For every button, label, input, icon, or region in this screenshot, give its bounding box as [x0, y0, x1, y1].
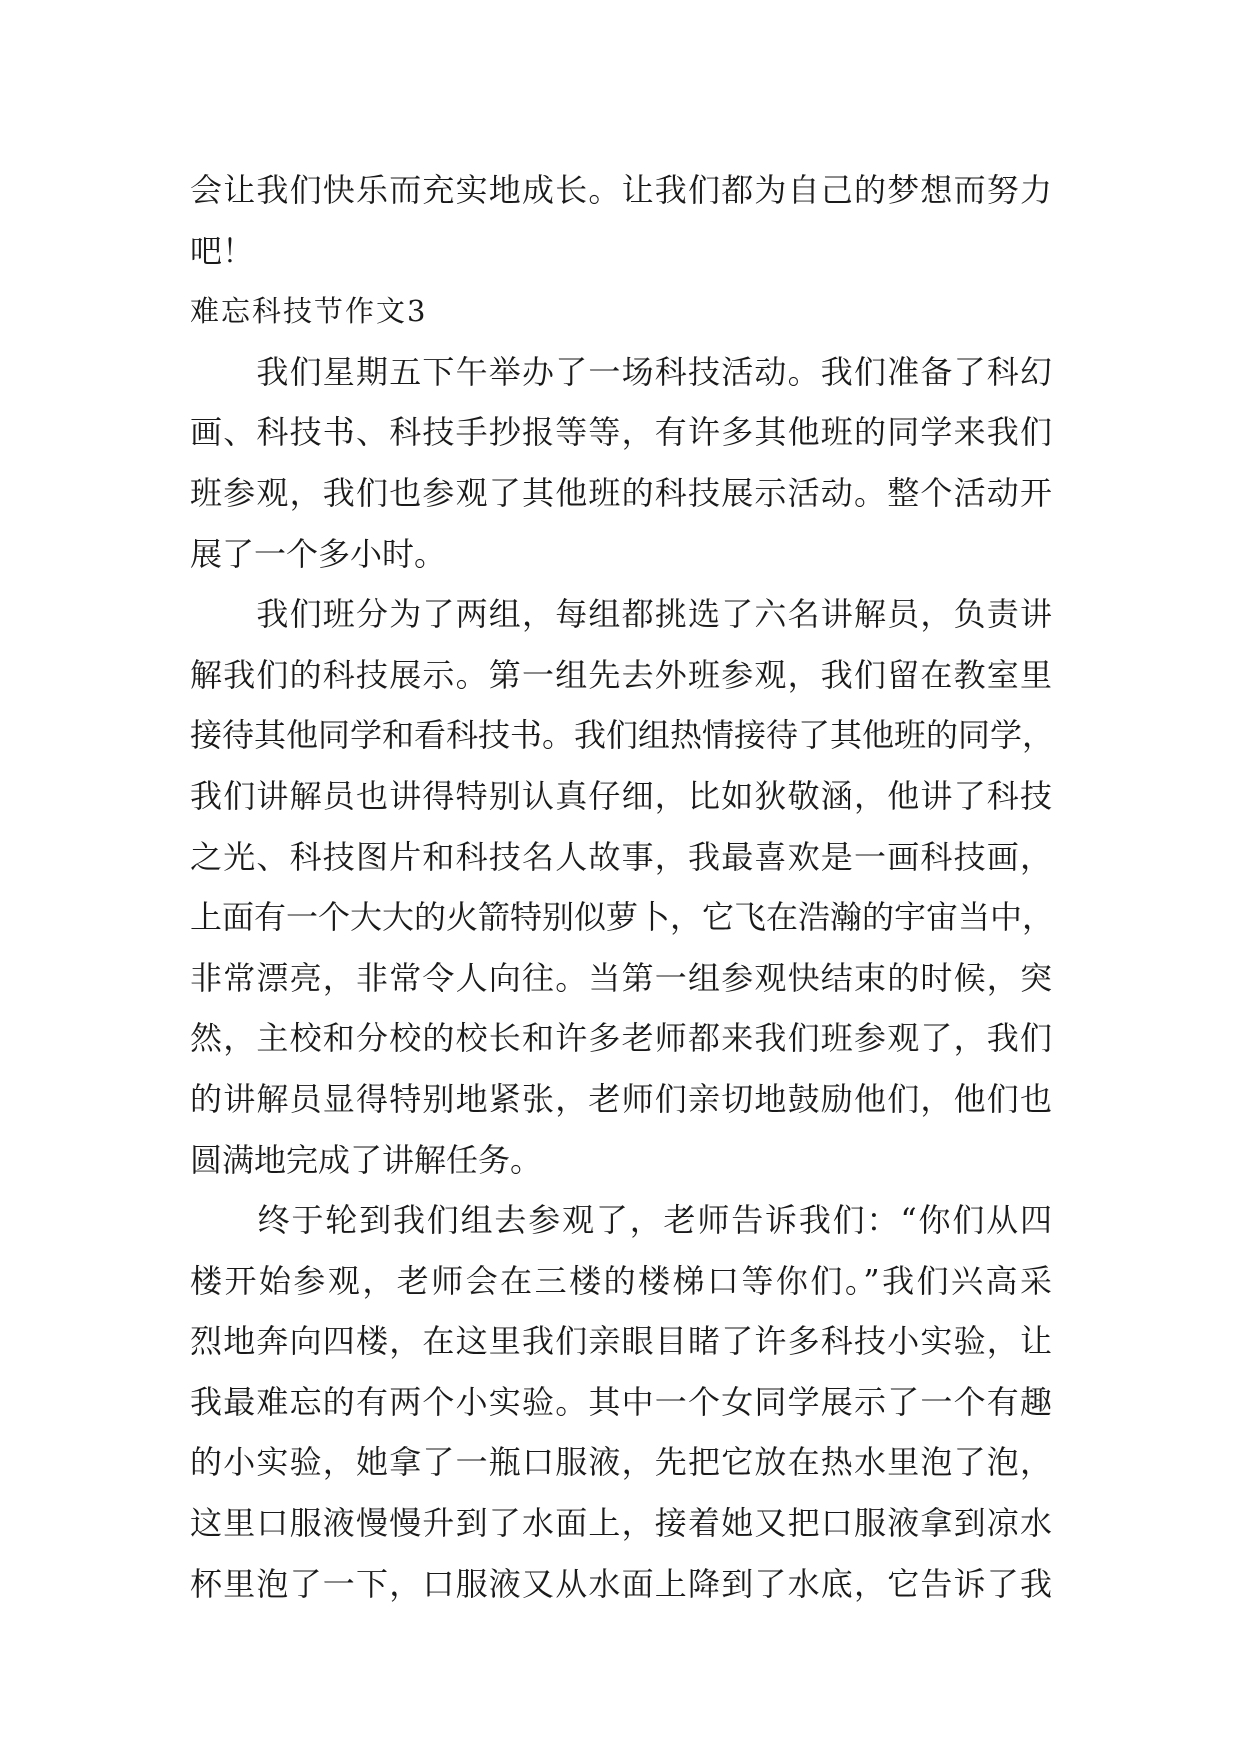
text-line: 之光、科技图片和科技名人故事，我最喜欢是一画科技画，	[190, 837, 1052, 876]
text-line: 我们班分为了两组，每组都挑选了六名讲解员，负责讲	[190, 595, 1052, 634]
text-line: 展了一个多小时。	[190, 534, 447, 573]
text-line: 的小实验，她拿了一瓶口服液，先把它放在热水里泡了泡，	[190, 1443, 1052, 1482]
text-line: 上面有一个大大的火箭特别似萝卜，它飞在浩瀚的宇宙当中，	[190, 898, 1055, 937]
section-title: 难忘科技节作文3	[190, 294, 428, 329]
text-line: 我最难忘的有两个小实验。其中一个女同学展示了一个有趣	[190, 1382, 1052, 1421]
article-body	[190, 160, 1055, 1614]
text-line: 这里口服液慢慢升到了水面上，接着她又把口服液拿到凉水	[190, 1504, 1052, 1543]
text-line: 解我们的科技展示。第一组先去外班参观，我们留在教室里	[190, 655, 1052, 694]
text-line: 非常漂亮，非常令人向往。当第一组参观快结束的时候，突	[190, 958, 1052, 997]
text-line: 圆满地完成了讲解任务。	[190, 1140, 543, 1179]
text-line: 吧！	[190, 231, 255, 270]
text-line: 终于轮到我们组去参观了，老师告诉我们：“你们从四	[190, 1201, 1052, 1240]
text-line: 班参观，我们也参观了其他班的科技展示活动。整个活动开	[190, 473, 1052, 512]
text-line: 会让我们快乐而充实地成长。让我们都为自己的梦想而努力	[190, 171, 1052, 209]
text-line: 我们星期五下午举办了一场科技活动。我们准备了科幻	[190, 352, 1052, 391]
text-line: 画、科技书、科技手抄报等等，有许多其他班的同学来我们	[190, 413, 1052, 452]
text-line: 烈地奔向四楼，在这里我们亲眼目睹了许多科技小实验，让	[190, 1322, 1052, 1361]
text-line: 我们讲解员也讲得特别认真仔细，比如狄敬涵，他讲了科技	[190, 776, 1052, 815]
text-line: 接待其他同学和看科技书。我们组热情接待了其他班的同学，	[190, 716, 1055, 755]
text-line: 然，主校和分校的校长和许多老师都来我们班参观了，我们	[190, 1019, 1052, 1058]
text-line: 的讲解员显得特别地紧张，老师们亲切地鼓励他们，他们也	[190, 1079, 1052, 1118]
text-line: 楼开始参观，老师会在三楼的楼梯口等你们。”我们兴高采	[190, 1261, 1052, 1300]
text-line: 杯里泡了一下，口服液又从水面上降到了水底，它告诉了我	[190, 1564, 1052, 1603]
